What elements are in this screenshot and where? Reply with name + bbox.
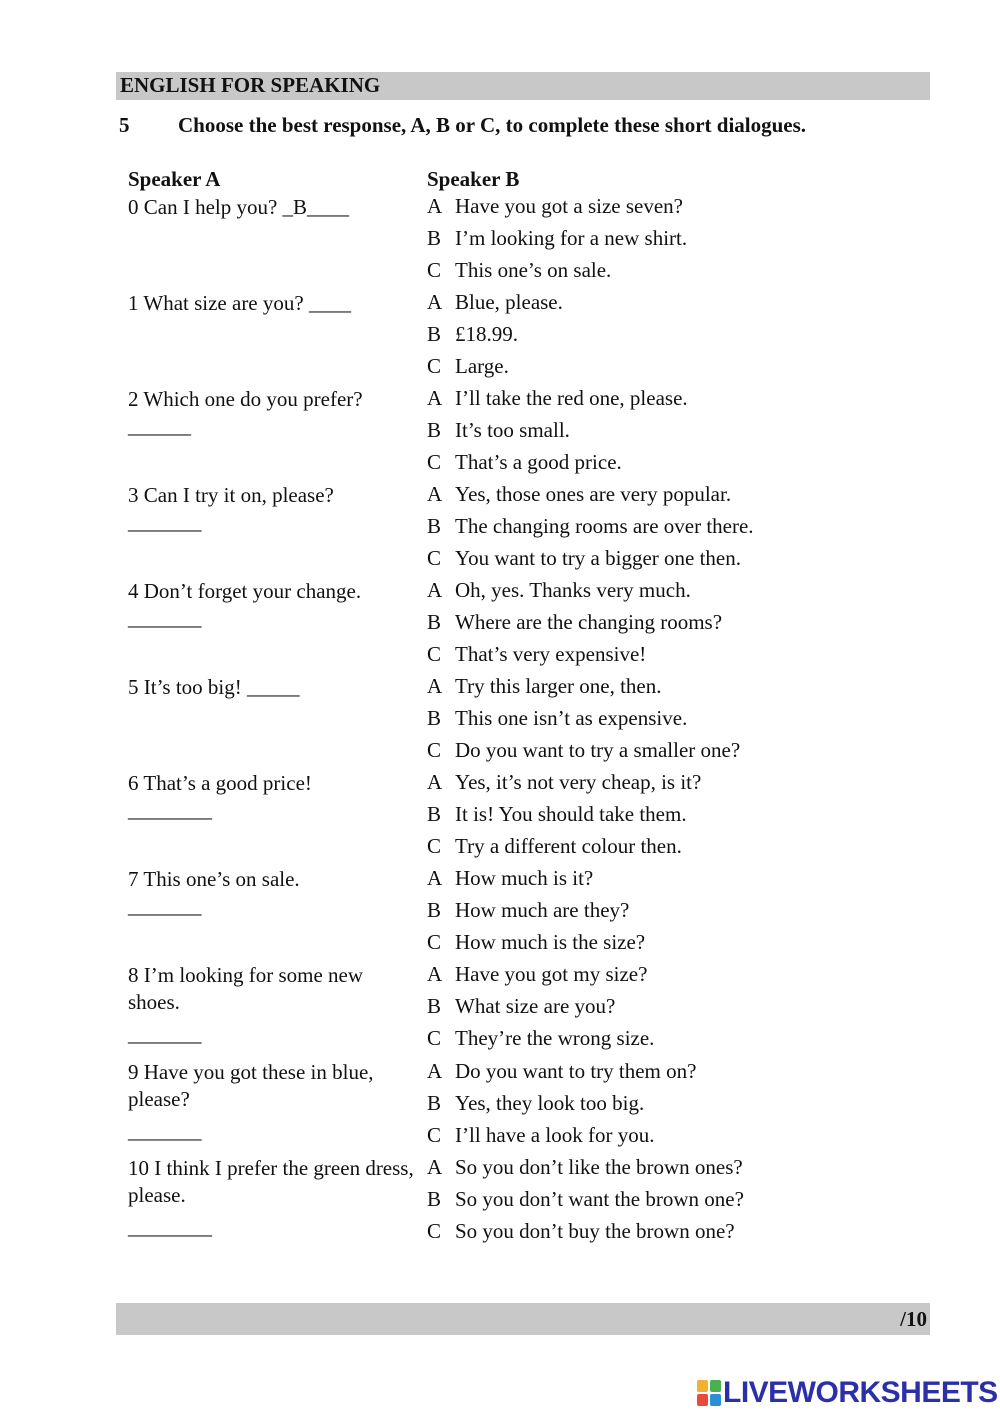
answer-blank[interactable]: ________	[128, 1215, 212, 1239]
option-a[interactable]	[427, 962, 647, 987]
question-text: 3 Can I try it on, please?	[128, 483, 334, 507]
option-letter: A	[427, 578, 443, 602]
score-total: /10	[900, 1307, 927, 1331]
exercise-number: 5	[119, 113, 130, 137]
question-text: 9 Have you got these in blue, please?	[128, 1060, 374, 1111]
option-a[interactable]	[427, 1059, 696, 1084]
option-letter: B	[427, 226, 442, 250]
question-prompt	[128, 962, 418, 1048]
option-text: I’m looking for a new shirt.	[455, 226, 688, 250]
option-c[interactable]	[427, 258, 611, 283]
option-letter: B	[427, 1187, 442, 1211]
option-a[interactable]	[427, 770, 701, 795]
option-text: Yes, it’s not very cheap, is it?	[455, 770, 702, 794]
option-a[interactable]	[427, 482, 731, 507]
speaker-a-heading: Speaker A	[128, 167, 221, 191]
liveworksheets-logo	[697, 1378, 998, 1408]
option-text: Do you want to try a smaller one?	[455, 738, 741, 762]
option-c[interactable]	[427, 1219, 735, 1244]
option-letter: C	[427, 642, 442, 666]
option-letter: C	[427, 930, 442, 954]
question-text: 4 Don’t forget your change.	[128, 579, 362, 603]
question-text: 1 What size are you? ____	[128, 291, 351, 315]
option-text: So you don’t like the brown ones?	[455, 1155, 743, 1179]
option-a[interactable]	[427, 1155, 743, 1180]
answer-blank[interactable]: ________	[128, 798, 212, 822]
option-text: The changing rooms are over there.	[455, 514, 754, 538]
option-text: This one isn’t as expensive.	[455, 706, 688, 730]
option-c[interactable]	[427, 450, 622, 475]
option-a[interactable]	[427, 290, 563, 315]
option-text: Do you want to try them on?	[455, 1059, 697, 1083]
question-prompt	[128, 1155, 418, 1241]
question-text: 2 Which one do you prefer?	[128, 387, 363, 411]
option-letter: A	[427, 770, 443, 794]
option-b[interactable]	[427, 994, 615, 1019]
option-text: It is! You should take them.	[455, 802, 687, 826]
answer-blank[interactable]: ______	[128, 414, 191, 438]
question-prompt	[128, 290, 418, 317]
section-header	[116, 72, 930, 100]
option-letter: A	[427, 194, 443, 218]
option-c[interactable]	[427, 1123, 654, 1148]
answer-blank[interactable]: _______	[128, 894, 202, 918]
option-letter: C	[427, 546, 442, 570]
option-letter: C	[427, 834, 442, 858]
option-b[interactable]	[427, 514, 754, 539]
option-letter: C	[427, 354, 442, 378]
option-text: £18.99.	[455, 322, 518, 346]
option-c[interactable]	[427, 930, 645, 955]
question-prompt	[128, 386, 418, 440]
option-letter: A	[427, 962, 443, 986]
option-b[interactable]	[427, 898, 629, 923]
instruction	[119, 113, 806, 138]
question-prompt	[128, 1059, 418, 1145]
option-b[interactable]	[427, 706, 687, 731]
option-text: How much is it?	[455, 866, 594, 890]
option-letter: C	[427, 1123, 442, 1147]
question-prompt	[128, 674, 418, 701]
option-text: Have you got a size seven?	[455, 194, 683, 218]
option-c[interactable]	[427, 546, 741, 571]
option-text: Yes, they look too big.	[455, 1091, 645, 1115]
option-text: Blue, please.	[455, 290, 563, 314]
option-letter: A	[427, 1059, 443, 1083]
option-text: They’re the wrong size.	[455, 1026, 655, 1050]
option-letter: B	[427, 610, 442, 634]
option-b[interactable]	[427, 1187, 744, 1212]
question-text: 8 I’m looking for some new shoes.	[128, 963, 364, 1014]
option-text: What size are you?	[455, 994, 616, 1018]
option-text: How much is the size?	[455, 930, 646, 954]
section-title: ENGLISH FOR SPEAKING	[120, 73, 381, 97]
answer-blank[interactable]: _______	[128, 606, 202, 630]
answer-blank[interactable]: _______	[128, 1022, 202, 1046]
option-c[interactable]	[427, 834, 682, 859]
option-b[interactable]	[427, 1091, 644, 1116]
option-text: This one’s on sale.	[455, 258, 612, 282]
option-c[interactable]	[427, 354, 509, 379]
option-letter: B	[427, 898, 442, 922]
question-prompt	[128, 578, 418, 632]
option-a[interactable]	[427, 386, 688, 411]
option-letter: C	[427, 450, 442, 474]
option-letter: A	[427, 386, 443, 410]
option-letter: A	[427, 866, 443, 890]
option-letter: A	[427, 1155, 443, 1179]
option-letter: B	[427, 1091, 442, 1115]
option-b[interactable]	[427, 802, 687, 827]
option-letter: B	[427, 418, 442, 442]
option-a[interactable]	[427, 194, 683, 219]
option-letter: C	[427, 258, 442, 282]
score-bar	[116, 1303, 930, 1335]
option-letter: B	[427, 514, 442, 538]
option-text: So you don’t want the brown one?	[455, 1187, 744, 1211]
question-text: 10 I think I prefer the green dress, please.	[128, 1156, 414, 1207]
question-text: 7 This one’s on sale.	[128, 867, 300, 891]
option-letter: C	[427, 1219, 442, 1243]
option-b[interactable]	[427, 322, 518, 347]
answer-blank[interactable]: _______	[128, 1119, 202, 1143]
option-letter: B	[427, 706, 442, 730]
option-text: Oh, yes. Thanks very much.	[455, 578, 691, 602]
option-text: Large.	[455, 354, 509, 378]
option-text: So you don’t buy the brown one?	[455, 1219, 735, 1243]
option-text: Try a different colour then.	[455, 834, 682, 858]
question-text: 6 That’s a good price!	[128, 771, 312, 795]
option-text: How much are they?	[455, 898, 630, 922]
question-text: 5 It’s too big! _____	[128, 675, 300, 699]
option-text: Where are the changing rooms?	[455, 610, 723, 634]
answer-blank[interactable]: _______	[128, 510, 202, 534]
question-text: 0 Can I help you? _B____	[128, 195, 350, 219]
option-letter: A	[427, 482, 443, 506]
option-a[interactable]	[427, 674, 661, 699]
speaker-b-heading: Speaker B	[427, 167, 520, 191]
instruction-text: Choose the best response, A, B or C, to complete these short dialogues.	[178, 113, 807, 137]
option-text: Try this larger one, then.	[455, 674, 662, 698]
option-text: I’ll have a look for you.	[455, 1123, 655, 1147]
option-a[interactable]	[427, 866, 593, 891]
question-prompt	[128, 770, 418, 824]
option-letter: C	[427, 738, 442, 762]
option-text: You want to try a bigger one then.	[455, 546, 741, 570]
question-prompt	[128, 194, 418, 221]
option-c[interactable]	[427, 642, 646, 667]
option-letter: B	[427, 802, 442, 826]
option-letter: A	[427, 674, 443, 698]
logo-icon	[697, 1380, 721, 1406]
option-text: I’ll take the red one, please.	[455, 386, 688, 410]
option-b[interactable]	[427, 226, 687, 251]
option-c[interactable]	[427, 738, 740, 763]
option-b[interactable]	[427, 418, 570, 443]
question-prompt	[128, 482, 418, 536]
option-letter: B	[427, 994, 442, 1018]
option-text: That’s very expensive!	[455, 642, 647, 666]
option-text: Have you got my size?	[455, 962, 648, 986]
option-text: Yes, those ones are very popular.	[455, 482, 732, 506]
option-letter: C	[427, 1026, 442, 1050]
question-prompt	[128, 866, 418, 920]
option-letter: A	[427, 290, 443, 314]
option-letter: B	[427, 322, 442, 346]
option-c[interactable]	[427, 1026, 654, 1051]
option-a[interactable]	[427, 578, 691, 603]
option-text: It’s too small.	[455, 418, 570, 442]
option-b[interactable]	[427, 610, 722, 635]
option-text: That’s a good price.	[455, 450, 622, 474]
logo-text: LIVEWORKSHEETS	[723, 1376, 998, 1409]
